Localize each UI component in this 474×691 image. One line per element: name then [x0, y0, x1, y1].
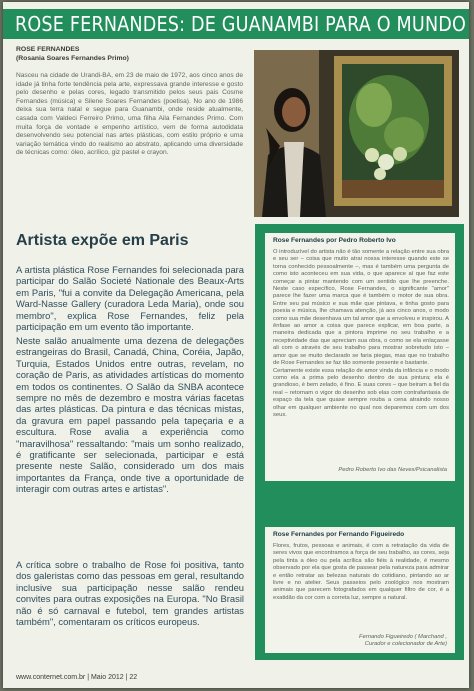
artist-photo — [254, 50, 459, 217]
body-text: Neste salão anualmente uma dezena de delegações estrangeiras do Brasil, Canadá, China, Coréia, Japão, Turquia, Estados Unidos entre outras, revelam, no coração de Paris, as atividades artísticas do momento em todos os continentes. O Salão da SNBA acontece sempre no mês de dezembro e mostra várias facetas das artes plásticas. Da pintura e das técnicas mistas, da gravura em papel passando pela tapeçaria e a escultura. Rose avalia a experiência como "maravilhosa" ressaltando: "mais um sonho realizado, é gratificante ser selecionada, participar e está presente neste Salão, considerado um dos mais importantes da França, onde tive a oportunidade de interagir com outras artes e artistas". — [16, 335, 244, 495]
artist-photo-illustration — [254, 50, 459, 217]
sidebar-paragraph: Certamente existe essa relação de amor vinda da infância e o modo como ela a prima pelo desenho dentro de sua pintura; ela é grandioso, é bem zelado, é fino. E suas cores – que beiram a fiel da real – retornam o vigor do desenho sob elas com contrafantasia de espaço da tela que quase sempre rouba a cena atraindo nosso olhar em qualquer ambiente no qual nos deparemos com um dos seus. — [273, 367, 449, 418]
article-title: ROSE FERNANDES: DE GUANAMBI PARA O MUNDO — [15, 12, 467, 36]
title-bar — [3, 9, 469, 39]
byline-name: ROSE FERNANDES — [16, 46, 80, 53]
sidebar-signature: Pedro Roberto Ivo das Neves/Psicanalista — [338, 467, 447, 473]
body-text: A artista plástica Rose Fernandes foi selecionada para participar do Salão Societé Nationale des Beaux-Arts em Paris, "fui a convite da Delegação Americana, pela Ward-Nasse Gallery (curadora Leda Maria), onde sou membro", explica Rose Fernandes, feliz pela participação em um evento tão importante. — [16, 264, 244, 333]
sidebar-box-title: Rose Fernandes por Pedro Roberto Ivo — [273, 237, 396, 244]
sidebar — [255, 224, 464, 660]
page-footer: www.conternet.com.br | Maio 2012 | 22 — [16, 674, 138, 681]
intro-paragraph: Nasceu na cidade de Urandi-BA, em 23 de maio de 1972, aos cinco anos de idade já tinha forte tendência pela arte, expressava grande interesse e gosto pelo desenho e pelas cores, legado transmitido pelos seus pais Cosme Fernandes (música) e Silene Soares Fernandes (poetisa). No ano de 1986 deixa sua terra natal e segue para Guanambi, onde reside atualmente, casada com Valdeci Ferreiro Primo, uma filha Aila Fernandes Primo. Com muita força de vontade e empenho artístico, vem de forma autodidata desenvolvendo seu potencial nas artes plásticas, com estilo próprio e uma variação temática vindo do realismo ao abstrato, aplicando uma diversidade de técnicas como: óleo, acrílico, giz pastel e crayon. — [16, 72, 243, 157]
sidebar-box-title: Rose Fernandes por Fernando Figueiredo — [273, 531, 405, 538]
byline-full-name: (Rosania Soares Fernandes Primo) — [16, 55, 129, 62]
sidebar-paragraph: Flores, frutos, pessoas e animais, é com a retratação da vida de seres vivos que encontramos a força de seu trabalho, as cores, seja pela tinta a óleo ou pela acrílica são fiéis à realidade, é mesmo observado por ela que gosta de passear pela natureza para admirar e então retratar as belezas naturais do cotidiano, pintando ao ar livre e no atelier. Seus passeios pelo zoológico nos mostram animais que parecem fotografados em qualquer filtro de cor, é a exatidão da cor com a correta luz, sempre a natural. — [273, 543, 449, 601]
sidebar-paragraph: O introduzível do artista não é tão somente a relação entre sua obra e seu ser – coisa que muito atrai nossa interesse quando este se torna conhecido pessoalmente –, mas é também uma pergunta de como isto aconteceu em sua vida, o que aparece aí que faz este começar a pintar mantendo com um sentido que lhe preenche. Neste caso específico, Rose Fernandes, o significante "amor" parece lhe fazer uma marca que é também o motor de sua obra. Entre seu pai músico e sua mãe que pintava, e tinha gosto para poesia e música, lhe chamava atenção, já aos cinco anos, o modo como sua mãe desenhava um tal amor que a envolveu e inspirou. A ênfase ao amor a coisa que parece explicar, em boa parte, a maneira dedicada que a pintora imprime no seu trabalho e a receptividade das que apreciam sua obra, o como se ela enlaçasse ali com o através de seu trabalho para mostrar sobretudo isto – amor que se muito declarado se faria piegas, mas que no trabalho de Rose Fernandes se faz tão somente presente e bastante. — [273, 249, 449, 367]
body-paragraph-2 — [16, 335, 244, 495]
sidebar-box-text — [273, 543, 449, 602]
sidebar-box-fernando — [265, 527, 455, 653]
sidebar-box-pedro — [265, 233, 455, 481]
article-headline: Artista expõe em Paris — [16, 232, 189, 249]
byline — [16, 45, 246, 63]
body-text: A crítica sobre o trabalho de Rose foi positiva, tanto dos galeristas como das pessoas em geral, resultando inclusive sua participação nesse salão rendeu convites para outras exposições na Europa. "No Brasil não é só carnaval e futebol, tem grandes artistas também", comentaram os críticos europeus. — [16, 559, 244, 628]
body-paragraph-3 — [16, 559, 244, 627]
sidebar-box-text — [273, 249, 449, 419]
sidebar-signature: Fernando Figueiredo ( Marchand , Curador e colecionador de Arte) — [359, 634, 447, 648]
magazine-page — [3, 2, 469, 688]
body-paragraph-1 — [16, 264, 244, 332]
